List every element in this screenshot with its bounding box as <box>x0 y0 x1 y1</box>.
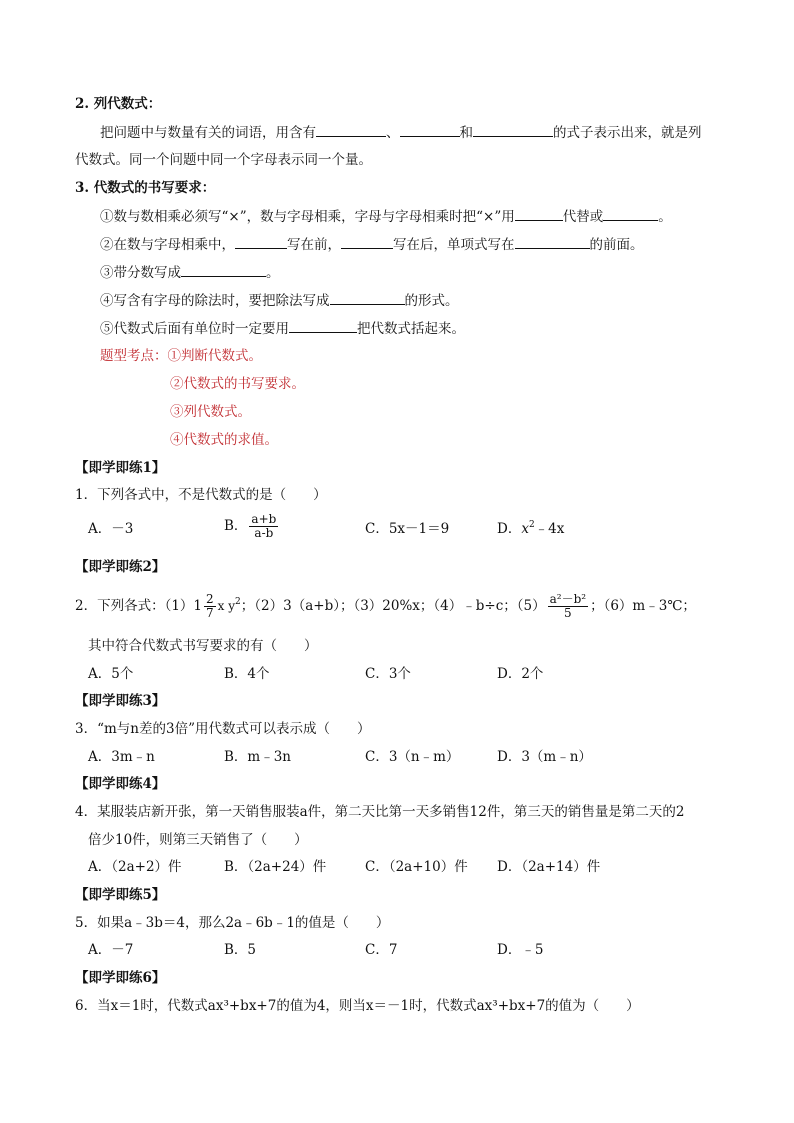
blank[interactable] <box>515 207 563 221</box>
exercise-6-question: 6．当x＝1时，代数式ax³+bx+7的值为4，则当x＝－1时，代数式ax³+bx+7的值为（ ） <box>75 998 640 1014</box>
text: 的前面。 <box>589 237 644 253</box>
text: 、 <box>386 125 400 141</box>
exercise-2-question-line-2: 其中符合代数式书写要求的有（ ） <box>88 638 318 654</box>
text: 代替或 <box>562 209 604 225</box>
rule-3 <box>100 263 280 282</box>
section-2-paragraph-line-1 <box>100 123 702 142</box>
text: ②在数与字母相乘中， <box>100 237 235 253</box>
exponent: 2 <box>235 597 241 607</box>
text: ；（6）m﹣3℃； <box>590 598 696 614</box>
section-3-title: 3. 代数式的书写要求： <box>75 180 216 196</box>
exercise-1-option-a[interactable]: A．－3 <box>88 521 134 537</box>
exercise-1-option-c[interactable]: C．5x－1＝9 <box>365 521 450 537</box>
question-type-4: ④代数式的求值。 <box>170 432 278 448</box>
blank[interactable] <box>235 235 287 249</box>
rule-5 <box>100 319 465 338</box>
option-prefix: B． <box>224 518 248 534</box>
text: ；（2）3（a+b）；（3）20%x；（4）﹣b÷c；（5） <box>240 598 546 614</box>
exercise-4-option-a[interactable]: A．（2a+2）件 <box>88 859 182 875</box>
text: ④写含有字母的除法时，要把除法写成 <box>100 293 330 309</box>
exercise-3-option-a[interactable]: A．3m﹣n <box>88 749 155 765</box>
question-types-label: 题型考点： <box>100 348 168 364</box>
exercise-3-question: 3．“m与n差的3倍”用代数式可以表示成（ ） <box>75 721 371 737</box>
text: 2．下列各式：（1）1 <box>75 598 203 614</box>
exercise-5-heading: 【即学即练5】 <box>75 887 166 903</box>
text: ①数与数相乘必须写“×”，数与字母相乘，字母与字母相乘时把“×”用 <box>100 209 515 225</box>
question-type-3: ③列代数式。 <box>170 404 251 420</box>
exercise-3-option-c[interactable]: C．3（n﹣m） <box>365 749 460 765</box>
exercise-4-question-line-2: 倍少10件，则第三天销售了（ ） <box>88 832 308 848</box>
exercise-2-option-a[interactable]: A．5个 <box>88 666 134 682</box>
exercise-2-heading: 【即学即练2】 <box>75 559 166 575</box>
text: 把问题中与数量有关的词语，用含有 <box>100 125 316 141</box>
question-type-1: ①判断代数式。 <box>167 348 262 364</box>
exercise-2-option-d[interactable]: D．2个 <box>497 666 544 682</box>
blank[interactable] <box>341 235 393 249</box>
exercise-5-option-d[interactable]: D．﹣5 <box>497 942 544 958</box>
exercise-4-heading: 【即学即练4】 <box>75 776 166 792</box>
exercise-3-option-d[interactable]: D．3（m﹣n） <box>497 749 592 765</box>
numerator: a+b <box>251 512 277 526</box>
blank[interactable] <box>289 319 357 333</box>
fraction <box>548 593 588 620</box>
section-2-paragraph-line-2: 代数式。同一个问题中同一个字母表示同一个量。 <box>75 152 372 168</box>
exercise-2-question <box>75 593 696 620</box>
text: ③带分数写成 <box>100 265 181 281</box>
denominator: a-b <box>254 526 274 540</box>
text: 的式子表示出来，就是列 <box>553 125 702 141</box>
exercise-5-question: 5．如果a﹣3b＝4，那么2a﹣6b﹣1的值是（ ） <box>75 915 390 931</box>
exercise-4-option-d[interactable]: D．（2a+14）件 <box>497 859 601 875</box>
exercise-2-option-b[interactable]: B．4个 <box>224 666 270 682</box>
question-type-2: ②代数式的书写要求。 <box>170 376 305 392</box>
section-2-title: 2. 列代数式： <box>75 96 162 112</box>
text: 的形式。 <box>404 293 459 309</box>
text: 。 <box>658 209 672 225</box>
text: ⑤代数式后面有单位时一定要用 <box>100 321 289 337</box>
exercise-4-option-c[interactable]: C．（2a+10）件 <box>365 859 468 875</box>
exercise-4-question-line-1: 4．某服装店新开张，第一天销售服装a件，第二天比第一天多销售12件，第三天的销售量是第二天的2 <box>75 804 685 820</box>
blank[interactable] <box>603 207 658 221</box>
text: 。 <box>266 265 280 281</box>
numerator: 2 <box>206 592 214 606</box>
fraction <box>249 513 278 540</box>
fraction <box>204 593 216 620</box>
exercise-3-heading: 【即学即练3】 <box>75 693 166 709</box>
expression-rest: ﹣4x <box>534 521 565 537</box>
exercise-4-option-b[interactable]: B．（2a+24）件 <box>224 859 327 875</box>
exercise-5-option-a[interactable]: A．－7 <box>88 942 134 958</box>
exercise-1-question: 1．下列各式中，不是代数式的是（ ） <box>75 487 327 503</box>
numerator: a²－b² <box>549 592 587 606</box>
exercise-3-option-b[interactable]: B．m﹣3n <box>224 749 292 765</box>
option-prefix: D． <box>497 521 522 537</box>
blank[interactable] <box>400 123 460 137</box>
rule-1 <box>100 207 672 226</box>
exercise-5-option-b[interactable]: B．5 <box>224 942 257 958</box>
exercise-1-option-d[interactable] <box>497 520 564 538</box>
blank[interactable] <box>316 123 386 137</box>
exponent: 2 <box>528 520 535 530</box>
text: 写在后，单项式写在 <box>393 237 515 253</box>
rule-2 <box>100 235 644 254</box>
exercise-1-option-b[interactable] <box>224 513 280 540</box>
text: 和 <box>459 125 473 141</box>
exercise-5-option-c[interactable]: C．7 <box>365 942 398 958</box>
exercise-2-option-c[interactable]: C．3个 <box>365 666 411 682</box>
exercise-6-heading: 【即学即练6】 <box>75 970 166 986</box>
blank[interactable] <box>473 123 553 137</box>
text: 写在前， <box>287 237 341 253</box>
blank[interactable] <box>330 291 405 305</box>
denominator: 5 <box>564 606 572 620</box>
rule-4 <box>100 291 459 310</box>
question-types-line-1 <box>100 347 262 365</box>
text: x y <box>217 599 236 613</box>
exercise-1-heading: 【即学即练1】 <box>75 460 166 476</box>
variable: x <box>521 521 529 537</box>
denominator: 7 <box>206 606 214 620</box>
blank[interactable] <box>515 235 590 249</box>
text: 把代数式括起来。 <box>357 321 465 337</box>
blank[interactable] <box>181 263 266 277</box>
